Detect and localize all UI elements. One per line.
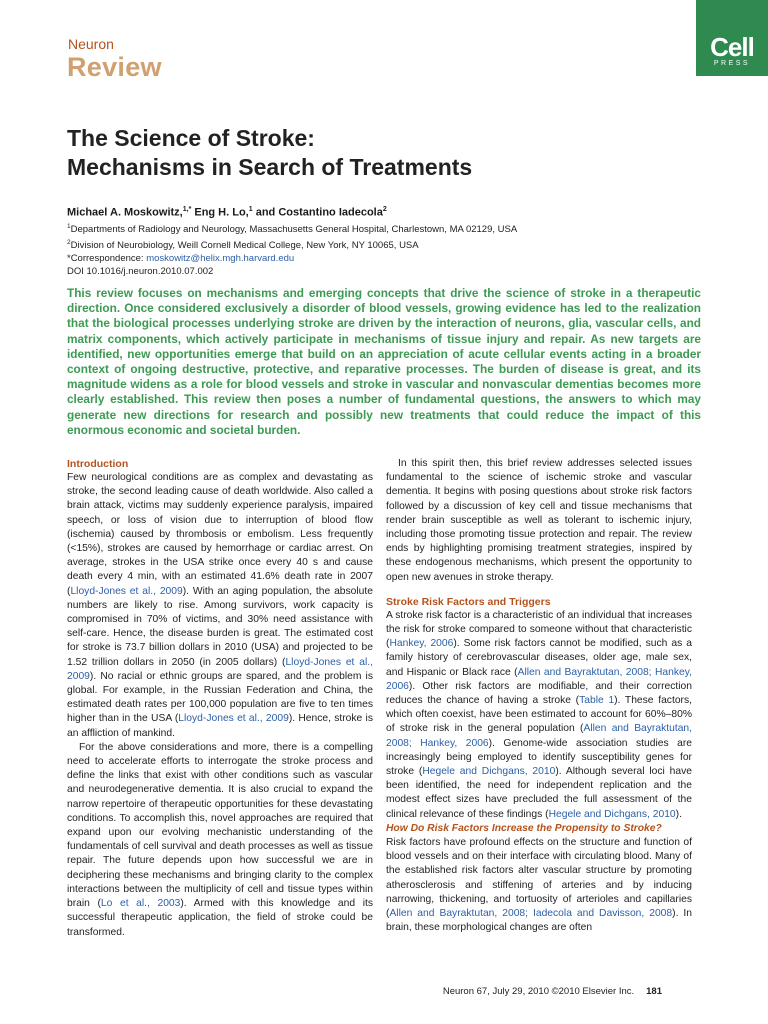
paragraph [386,609,692,822]
citation-link[interactable]: Lloyd-Jones et al., 2009 [178,713,289,725]
text-run: ). Some risk factors cannot be modified, such as a family history of cerebrovascular diseases, older age, male sex, and Hispanic or Black race ( [386,638,692,678]
author-affiliation-mark: 1,* [182,206,192,213]
affiliation-text: Departments of Radiology and Neurology, Massachusetts General Hospital, Charlestown, MA 02129, USA [70,224,518,236]
left-column [67,457,373,940]
text-run: ). Hence, stroke is an affliction of mankind. [67,713,373,739]
text-run: Risk factors have profound effects on the structure and function of blood vessels and on their interface with circulating blood. Many of the established risk factors alter vascular structure by promoting atherosclerosis and stiffening of arteries and by inducing narrowing, thickening, and tortuosity of arterioles and capillaries ( [386,837,692,920]
author-list [67,206,387,219]
correspondence-email-link[interactable]: moskowitz@helix.mgh.harvard.edu [146,253,295,265]
affiliation-line [67,220,517,236]
text-run: ). Genome-wide association studies are increasingly being employed to identify susceptibility genes for stroke ( [386,737,693,778]
doi: DOI 10.1016/j.neuron.2010.07.002 [67,266,214,278]
correspondence [67,252,517,265]
author-affiliation-mark: 2 [382,206,387,213]
affiliation-mark: 1 [67,223,71,230]
title-line-2: Mechanisms in Search of Treatments [67,154,473,180]
paragraph [67,471,373,741]
text-run: ). Armed with this knowledge and its successful therapeutic application, the field of stroke could be transformed. [67,898,374,938]
text-run: A stroke risk factor is a characteristic of an individual that increases the risk for stroke compared to someone without that characteristic ( [386,609,692,650]
cell-press-logo [696,0,768,76]
citation-link[interactable]: Table 1 [579,695,615,707]
right-column [386,457,692,936]
footer-citation: Neuron 67, July 29, 2010 ©2010 Elsevier Inc. [442,986,635,997]
citation-link[interactable]: Allen and Bayraktutan, 2008; Iadecola and Davisson, 2008 [389,908,673,920]
text-run: ). In brain, these morphological changes are often [386,908,692,934]
paragraph [386,457,692,585]
abstract: This review focuses on mechanisms and emerging concepts that drive the science of stroke in a therapeutic direction. Once considered exclusively a disorder of blood vessels, growing evidence has led to the realization that the biological processes underlying stroke are driven by the interaction of neurons, glia, vascular cells, and matrix components, which actively participate in mechanisms of tissue injury and repair. As new targets are identified, new opportunities emerge that build on an appreciation of acute cellular events acting in a broader context of ongoing destructive, protective, and reparative processes. The burden of disease is great, and its magnitude widens as a role for blood vessels and stroke in vascular and nonvascular dementias becomes more clearly established. This review then poses a number of fundamental questions, the answers to which may generate new directions for research and possibly new treatments that could reduce the impact of this enormous economic and societal burden. [67,286,701,437]
text-run: ). With an aging population, the absolute numbers are likely to rise. Among survivors, work capacity is compromised in 70% of victims, and 30% need assistance with self-care. Hence, the disease burden is great. The estimated cost for stroke is 73.7 billion dollars in 2010 (USA) and projected to be 1.52 trillion dollars in 2050 (in 2005 dollars) ( [67,585,374,668]
citation-link[interactable]: Lloyd-Jones et al., 2009 [67,656,373,682]
citation-link[interactable]: Lloyd-Jones et al., 2009 [70,585,183,597]
text-run: For the above considerations and more, there is a compelling need to accelerate efforts to interrogate the stroke process and define the links that exist with other conditions such as vascular and neurodegenerative dementia. It is also crucial to expand the narrow repertoire of therapeutic opportunities for these devastating conditions. To accomplish this, novel approaches are required that expand upon our evolving mechanistic understanding of the fundamentals of cell survival and death processes as well as tissue repair. The future depends upon how successful we are in deciphering these mechanisms and bringing clarity to the complex interactions between the multiplicity of cell and tissue types within brain ( [67,741,373,910]
risk-factors-subheading: How Do Risk Factors Increase the Propensity to Stroke? [386,822,662,834]
text-run: ). These factors, which often coexist, have been estimated to account for 60%–80% of stroke risk in the general population ( [386,695,692,735]
title-line-1: The Science of Stroke: [67,125,315,151]
text-run: ). Although several loci have been identified, the need for independent replication and the modest effect sizes have precluded the full assessment of the clinical relevance of these findings ( [386,766,692,820]
paragraph [386,836,692,935]
text-run: ). Other risk factors are modifiable, and their correction reduces the chance of having a stroke ( [386,680,692,707]
page-number: 181 [646,986,662,997]
affiliation-text: Division of Neurobiology, Weill Cornell Medical College, New York, NY 10065, USA [70,240,419,252]
citation-link[interactable]: Hegele and Dichgans, 2010 [548,808,676,820]
text-run: Few neurological conditions are as complex and devastating as stroke, the second leading cause of death worldwide. Also called a brain attack, victims may suddenly experience paralysis, impaired speech, or loss of vision due to interruption of blood flow (ischemia) caused by thrombosis or embolism. Less frequently (<15%), strokes are caused by hemorrhage or cardiac arrest. On average, strokes in the USA strike once every 40 s and cause death every 4 min, with an estimated 41.6% death rate in 2007 ( [67,472,373,597]
introduction-heading: Introduction [67,458,129,470]
article-title [67,124,707,182]
author-name: Eng H. Lo, [191,206,249,219]
author-name: and Costantino Iadecola [252,206,383,219]
text-run: ). [675,808,682,820]
risk-factors-heading: Stroke Risk Factors and Triggers [386,595,551,608]
author-name: Michael A. Moskowitz, [67,206,183,219]
text-run: In this spirit then, this brief review addresses selected issues fundamental to the science of ischemic stroke and vascular dementia. It begins with posing questions about stroke risk factors followed by a discussion of key cell and tissue mechanisms that render brain susceptible as well as tolerant to ischemic injury, including those promoting tissue protection and repair. The review ends by highlighting promising treatment strategies, inspired by these endogenous mechanisms, which present the opportunity to open new avenues in stroke therapy. [386,458,692,583]
affiliation-mark: 2 [67,239,71,247]
journal-name: Neuron [68,36,114,52]
section-label: Review [67,52,162,82]
logo-sub-text: PRESS [713,60,751,67]
affiliation-list [67,220,517,252]
citation-link[interactable]: Hegele and Dichgans, 2010 [422,766,556,778]
page-footer [443,986,662,997]
citation-link[interactable]: Allen and Bayraktutan, 2008; Hankey, 2006 [386,723,693,749]
citation-link[interactable]: Allen and Bayraktutan, 2008; Hankey, 2006 [386,666,692,692]
author-affiliation-mark: 1 [248,206,253,213]
affiliation-line [67,236,517,252]
citation-link[interactable]: Hankey, 2006 [389,638,454,650]
correspondence-label: *Correspondence: [67,253,147,265]
citation-link[interactable]: Lo et al., 2003 [100,898,181,910]
logo-main-text: Cell [710,32,754,62]
paragraph [67,741,373,940]
text-run: ). No racial or ethnic groups are spared, and the problem is global. For example, in the Russian Federation and China, the estimated death rates per 100,000 population are five to ten times higher than in the USA ( [67,670,373,725]
affiliations [67,220,517,278]
